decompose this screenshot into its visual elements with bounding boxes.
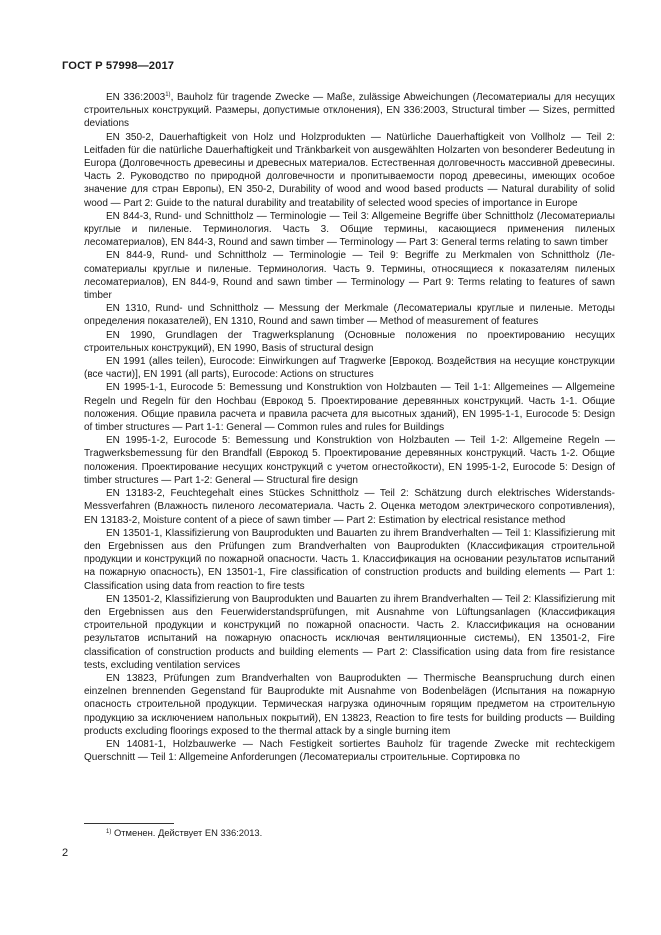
reference-code: EN 336:2003	[106, 92, 166, 103]
reference-paragraph: EN 13183-2, Feuchtegehalt eines Stückes Schnittholz — Teil 2: Schätzung durch elektrisches Widerstands-Messverfahren (Влажность пиленого лесоматериала. Часть 2. Оценка методом электрического сопротивления), EN 13183-2, Moisture content of a piece of sawn timber — Part 2: Estimation by electrical resistance method	[84, 488, 615, 526]
reference-paragraph: EN 844-3, Rund- und Schnittholz — Terminologie — Teil 3: Allgemeine Begriffe über Schnittholz (Лесоматериалы круглые и пиленые. Терминология. Часть 3. Общие термины, касающиеся применения пиленых лесоматериалов), EN 844-3, Round and sawn timber — Terminology — Part 3: General terms relating to sawn timber	[84, 210, 615, 249]
footnote-mark: 1)	[106, 829, 112, 835]
reference-paragraph: EN 844-9, Rund- und Schnittholz — Terminologie — Teil 9: Begriffe zu Merkmalen von Schnittholz (Лесоматериалы круглые и пиленые. Терминология. Часть 9. Термины, относящиеся к показателям пиленых лесоматериалов), EN 844-9, Round and sawn timber — Terminology — Part 9: Terms relating to features of sawn timber	[84, 250, 615, 302]
document-header: ГОСТ Р 57998—2017	[62, 60, 175, 72]
reference-paragraph: EN 13501-2, Klassifizierung von Bauprodukten und Bauarten zu ihrem Brandverhalten — Teil 2: Klassifizierung mit den Ergebnissen aus den Feuerwiderstandsprüfungen, mit Ausnahme von Lüftungsanlagen (Классификация строительной продукции и конструкций по пожарной опасности. Часть 2. Классификация на основании результатов испытаний на пожарную опасность исключая вентиляционные системы), EN 13501-2, Fire classification of construction products and building elements — Part 2: Classification using data from fire resistance tests, excluding ventilation services	[84, 593, 615, 671]
reference-paragraph: EN 14081-1, Holzbauwerke — Nach Festigkeit sortiertes Bauholz für tragende Zwecke mit rechteckigem Querschnitt — Teil 1: Allgemeine Anforderungen (Лесоматериалы строительные. Сортировка по	[84, 738, 615, 764]
page-number: 2	[62, 847, 69, 859]
footnote-marker: 1)	[165, 92, 171, 98]
reference-paragraph: EN 13823, Prüfungen zum Brandverhalten von Bauprodukten — Thermische Beanspruchung durch einen einzelnen brennenden Gegenstand für Bauprodukte mit Ausnahme von Bodenbelägen (Испытания на пожарную опасность строительной продукции. Термическая нагрузка одиночным горящим предметом на строительную продукцию за исключением напольных покрытий), EN 13823, Reaction to fire tests for building products — Building products excluding floorings exposed to the thermal attack by a single burning item	[84, 672, 615, 737]
reference-text: , Bauholz für tragende Zwecke — Maße, zulässige Abweichungen (Лесоматериалы для несущих строительных конструкций. Размеры, допустимые отклонения), EN 336:2003, Structural timber — Sizes, permitted deviations	[84, 92, 615, 130]
reference-paragraph: EN 1310, Rund- und Schnittholz — Messung der Merkmale (Лесоматериалы круглые и пиленые. Методы определения показателей), EN 1310, Round and sawn timber — Method of measurement of features	[84, 303, 615, 328]
reference-paragraph: EN 1990, Grundlagen der Tragwerksplanung (Основные положения по проектированию несущих строительных конструкций), EN 1990, Basis of structural design	[84, 329, 615, 354]
normative-references-text	[84, 91, 615, 764]
footnote-divider	[84, 823, 174, 824]
reference-paragraph: EN 1995-1-2, Eurocode 5: Bemessung und Konstruktion von Holzbauten — Teil 1-2: Allgemeine Regeln — Tragwerksbemessung für den Brandfall (Еврокод 5. Проектирование деревянных конструкций. Часть 1-2. Общие положения. Проектирование несущих конструкций с учетом огнестойкости), EN 1995-1-2, Eurocode 5: Design of timber structures — Part 1-2: General — Structural fire design	[84, 435, 615, 486]
reference-paragraph: EN 350-2, Dauerhaftigkeit von Holz und Holzprodukten — Natürliche Dauerhaftigkeit von Vollholz — Teil 2: Leitfaden für die natürliche Dauerhaftigkeit und Tränkbarkeit von ausgewählten Holzarten von besonderer Bedeutung in Europa (Долговечность древесины и древесных материалов. Естественная долговечность массивной древесины. Часть 2. Руководство по природной долговечности и пропитываемости пород древесины, имеющих особое значение для стран Европы), EN 350-2, Durability of wood and wood based products — Natural durability of solid wood — Part 2: Guide to the natural durability and treatability of selected wood species of importance in Europe	[84, 131, 615, 209]
footnote	[106, 827, 262, 839]
reference-paragraph	[84, 91, 615, 131]
reference-paragraph: EN 1991 (alles teilen), Eurocode: Einwirkungen auf Tragwerke [Еврокод. Воздействия на несущие конструкции (все части)], EN 1991 (all parts), Eurocode: Actions on structures	[84, 356, 615, 381]
reference-paragraph: EN 13501-1, Klassifizierung von Bauprodukten und Bauarten zu ihrem Brandverhalten — Teil 1: Klassifizierung mit den Ergebnissen aus den Prüfungen zum Brandverhalten von Bauprodukten (Классификация строительной продукции и конструкций по пожарной опасности. Часть 1. Классификация на основании результатов испытаний на пожарную опасность), EN 13501-1, Fire classification of construction products and building elements — Part 1: Classification using data from reaction to fire tests	[84, 527, 615, 592]
reference-paragraph: EN 1995-1-1, Eurocode 5: Bemessung und Konstruktion von Holzbauten — Teil 1-1: Allgemeines — Allgemeine Regeln und Regeln für den Hochbau (Еврокод 5. Проектирование деревянных конструкций. Часть 1-1. Общие положения. Общие правила расчета и правила расчета для высотных зданий), EN 1995-1-1, Eurocode 5: Design of timber structures — Part 1-1: General — Common rules and rules for Buildings	[84, 382, 615, 434]
footnote-text: Отменен. Действует EN 336:2013.	[111, 827, 263, 838]
